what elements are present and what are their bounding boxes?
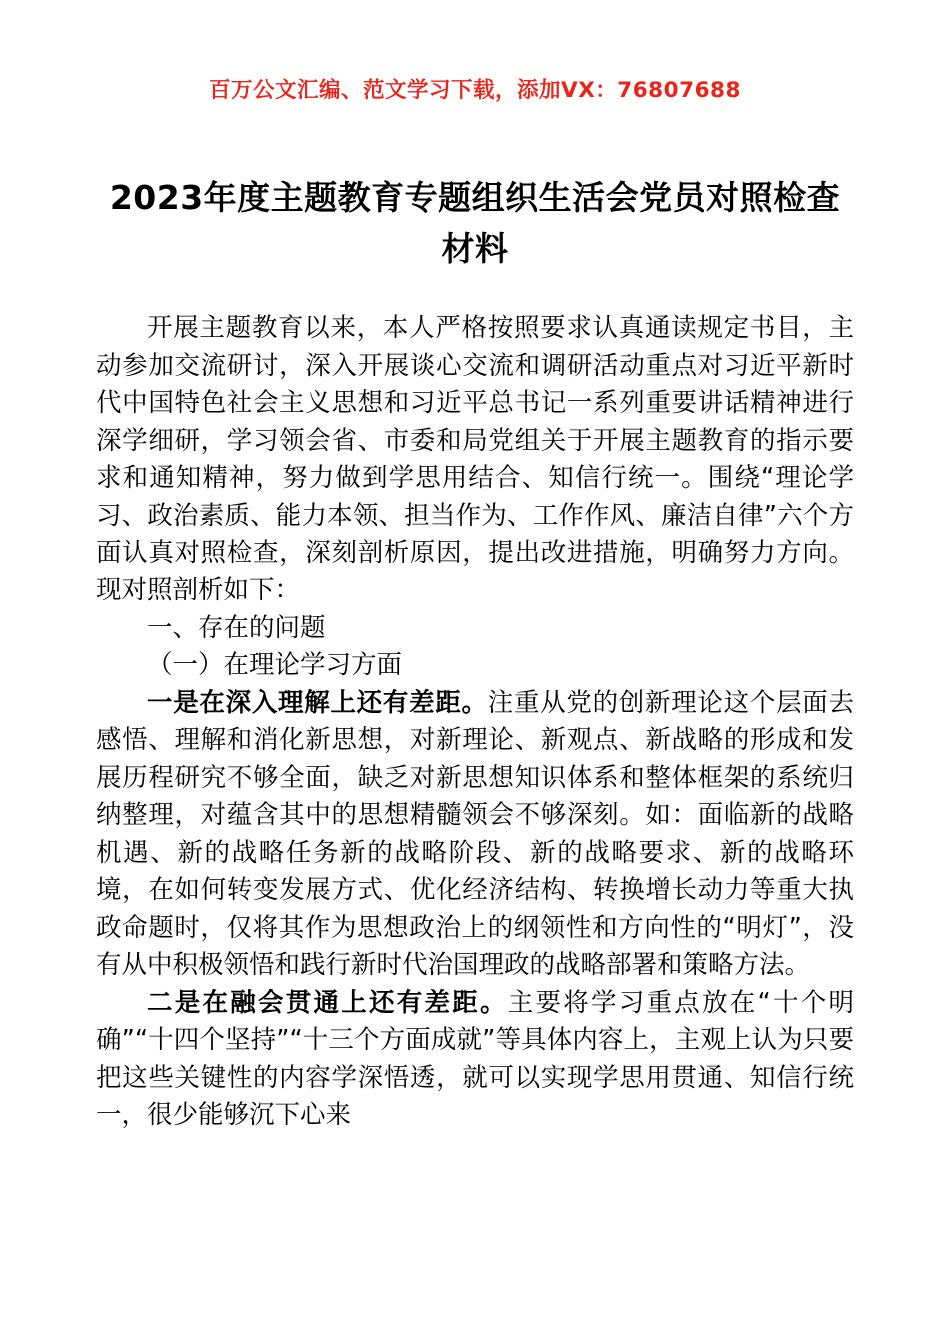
paragraph-point-1 <box>96 685 854 985</box>
paragraph-intro <box>96 310 854 610</box>
paragraph-lead-bold: 一是在深入理解上还有差距。 <box>147 687 488 718</box>
paragraph-heading-1 <box>96 610 854 647</box>
paragraph-text: 开展主题教育以来，本人严格按照要求认真通读规定书目，主动参加交流研讨，深入开展谈心交流和调研活动重点对习近平新时代中国特色社会主义思想和习近平总书记一系列重要讲话精神进行深学细研，学习领会省、市委和局党组关于开展主题教育的指示要求和通知精神，努力做到学思用结合、知信行统一。围绕“理论学习、政治素质、能力本领、担当作为、工作作风、廉洁自律”六个方面认真对照检查，深刻剖析原因，提出改进措施，明确努力方向。现对照剖析如下： <box>96 313 854 606</box>
paragraph-text: 注重从党的创新理论这个层面去感悟、理解和消化新思想，对新理论、新观点、新战略的形成和发展历程研究不够全面，缺乏对新思想知识体系和整体框架的系统归纳整理，对蕴含其中的思想精髓领会不够深刻。如：面临新的战略机遇、新的战略任务新的战略阶段、新的战略要求、新的战略环境，在如何转变发展方式、优化经济结构、转换增长动力等重大执政命题时，仅将其作为思想政治上的纲领性和方向性的“明灯”，没有从中积极领悟和践行新时代治国理政的战略部署和策略方法。 <box>96 687 854 981</box>
paragraph-point-2 <box>96 985 854 1135</box>
paragraph-text: （一）在理论学习方面 <box>147 650 403 681</box>
paragraph-text: 主要将学习重点放在“十个明确”“十四个坚持”“十三个方面成就”等具体内容上，主观上认为只要把这些关键性的内容学深悟透，就可以实现学思用贯通、知信行统一，很少能够沉下心来 <box>96 987 854 1131</box>
page-title: 2023年度主题教育专题组织生活会党员对照检查材料 <box>109 177 841 268</box>
paragraph-lead-bold: 二是在融会贯通上还有差距。 <box>147 987 508 1018</box>
watermark-text: 百万公文汇编、范文学习下载，添加VX：76807688 <box>209 78 741 103</box>
paragraph-text: 一、存在的问题 <box>147 612 326 643</box>
document-body <box>96 310 854 1135</box>
paragraph-heading-1-1 <box>96 647 854 684</box>
